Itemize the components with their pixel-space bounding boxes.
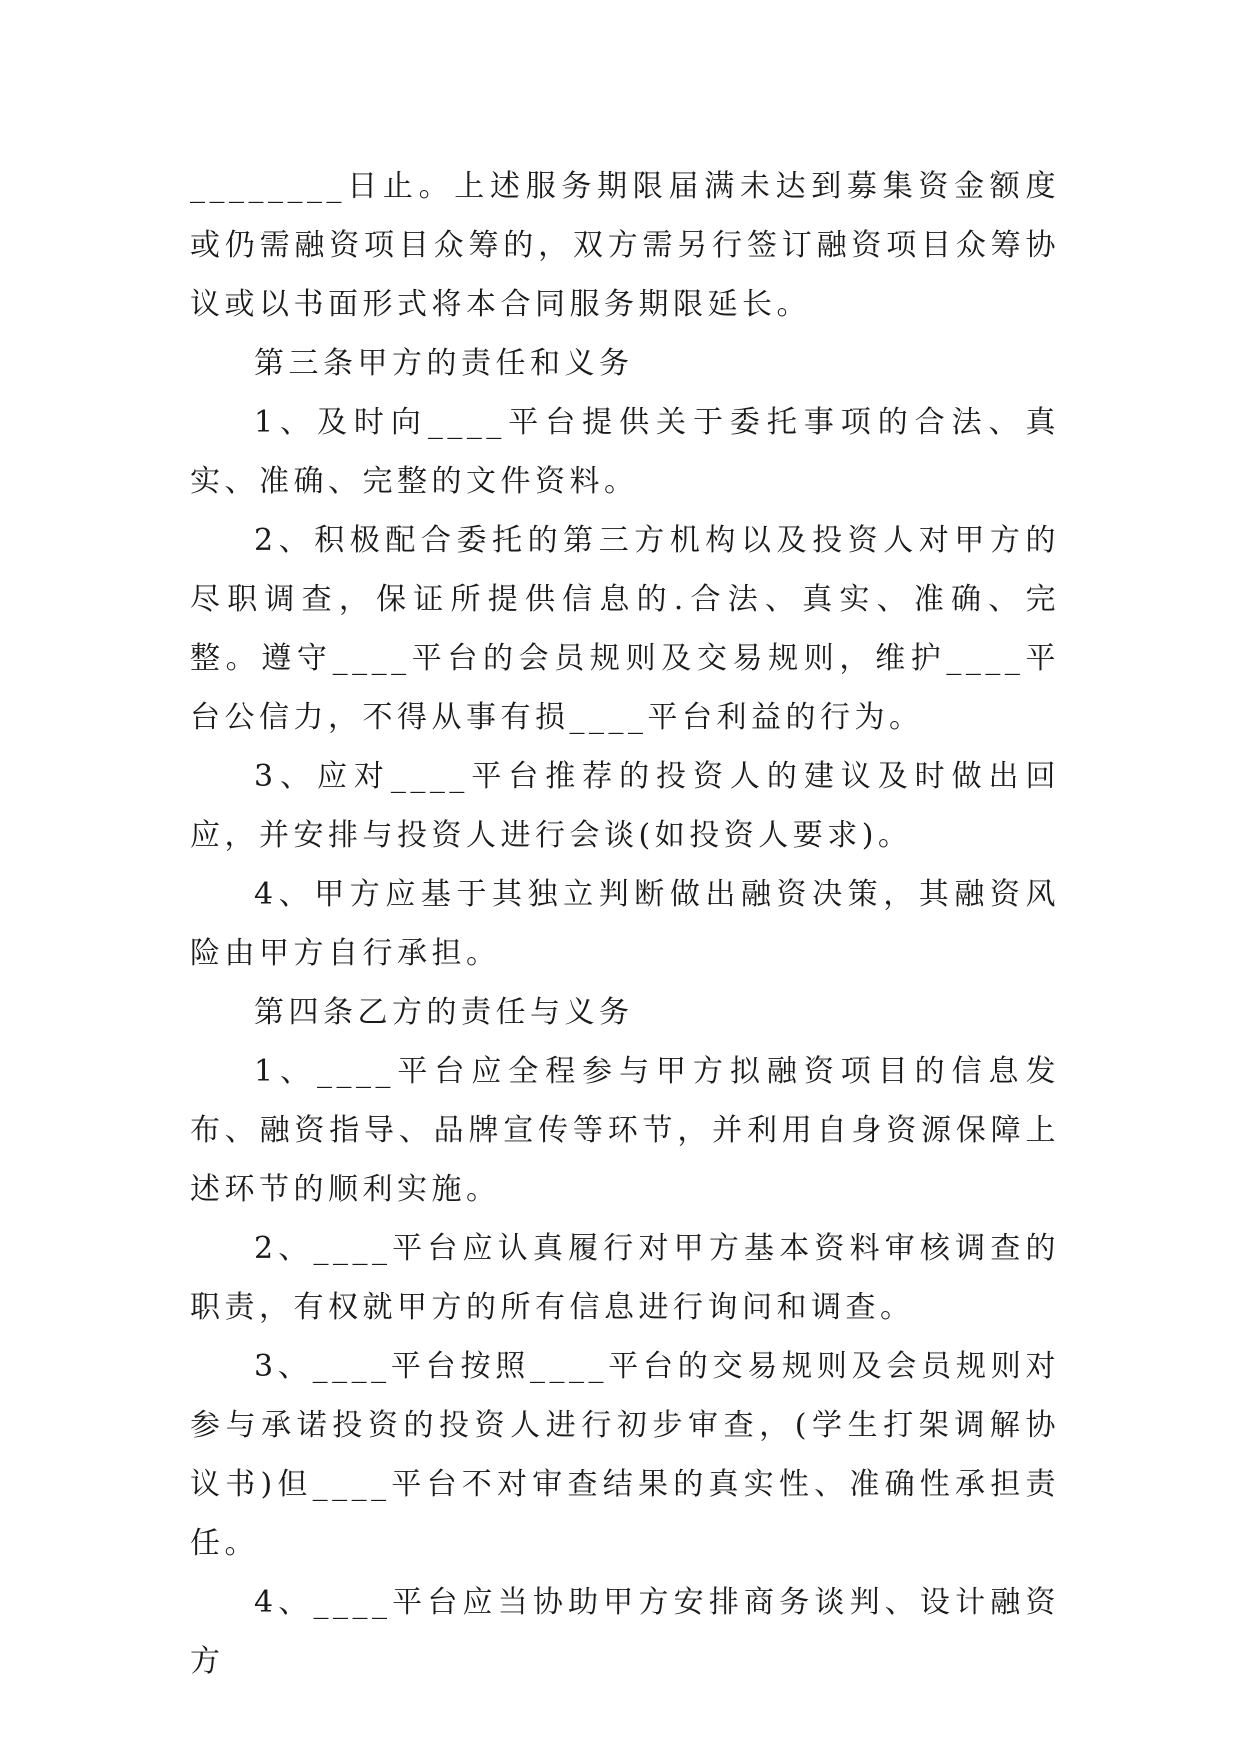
paragraph-party-a-duty-2: 2、积极配合委托的第三方机构以及投资人对甲方的尽职调查，保证所提供信息的.合法、真实、准确、完整。遵守____平台的会员规则及交易规则，维护____平台公信力，不得从事有损____平台利益的行为。 (190, 523, 1060, 735)
paragraph-party-b-duty-3: 3、____平台按照____平台的交易规则及会员规则对参与承诺投资的投资人进行初步审查，(学生打架调解协议书)但____平台不对审查结果的真实性、准确性承担责任。 (190, 1349, 1060, 1561)
paragraph-party-b-duty-1: 1、____平台应全程参与甲方拟融资项目的信息发布、融资指导、品牌宣传等环节，并利用自身资源保障上述环节的顺利实施。 (190, 1054, 1060, 1207)
paragraph-party-b-duty-2: 2、____平台应认真履行对甲方基本资料审核调查的职责，有权就甲方的所有信息进行询问和调查。 (190, 1231, 1060, 1325)
paragraph-party-a-duty-1: 1、及时向____平台提供关于委托事项的合法、真实、准确、完整的文件资料。 (190, 405, 1060, 499)
paragraph-term-continuation: ________日止。上述服务期限届满未达到募集资金额度或仍需融资项目众筹的，双方需另行签订融资项目众筹协议或以书面形式将本合同服务期限延长。 (190, 169, 1060, 322)
heading-article-four: 第四条乙方的责任与义务 (254, 995, 634, 1030)
paragraph-party-a-duty-4: 4、甲方应基于其独立判断做出融资决策，其融资风险由甲方自行承担。 (190, 877, 1060, 971)
paragraph-party-b-duty-4: 4、____平台应当协助甲方安排商务谈判、设计融资方 (190, 1585, 1060, 1679)
document-body (190, 157, 1060, 1691)
heading-article-three: 第三条甲方的责任和义务 (254, 346, 634, 381)
paragraph-party-a-duty-3: 3、应对____平台推荐的投资人的建议及时做出回应，并安排与投资人进行会谈(如投资人要求)。 (190, 759, 1060, 853)
